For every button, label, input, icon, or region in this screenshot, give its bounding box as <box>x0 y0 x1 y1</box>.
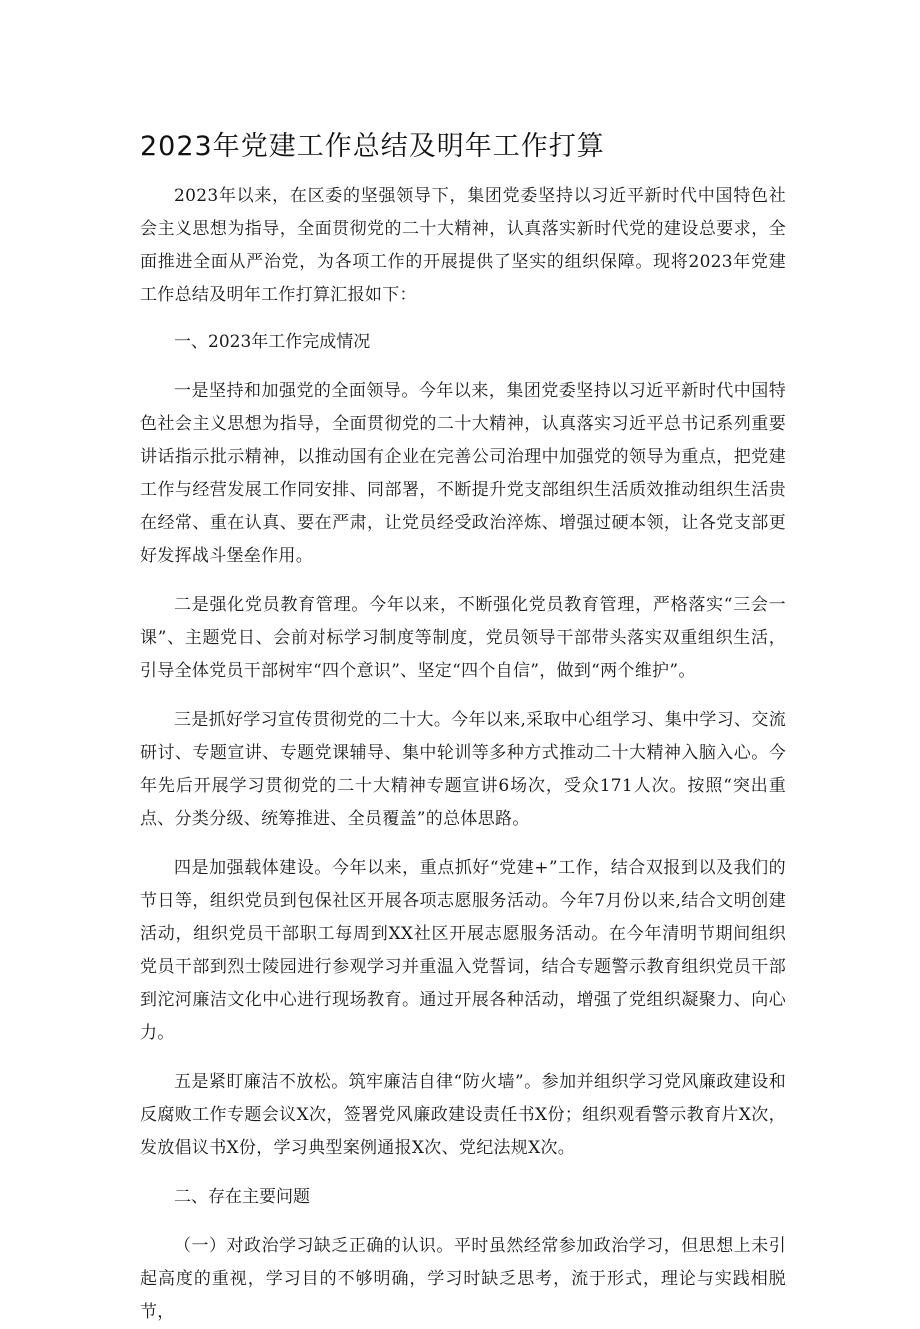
section1-paragraph-3: 三是抓好学习宣传贯彻党的二十大。今年以来,采取中心组学习、集中学习、交流研讨、专题宣讲、专题党课辅导、集中轮训等多种方式推动二十大精神入脑入心。今年先后开展学习贯彻党的二十大精神专题宣讲6场次，受众171人次。按照“突出重点、分类分级、统筹推进、全员覆盖”的总体思路。 <box>140 710 786 829</box>
section1-paragraph-2: 二是强化党员教育管理。今年以来，不断强化党员教育管理，严格落实“三会一课”、主题党日、会前对标学习制度等制度，党员领导干部带头落实双重组织生活，引导全体党员干部树牢“四个意识”、坚定“四个自信”，做到“两个维护”。 <box>140 595 786 681</box>
intro-paragraph: 2023年以来，在区委的坚强领导下，集团党委坚持以习近平新时代中国特色社会主义思想为指导，全面贯彻党的二十大精神，认真落实新时代党的建设总要求，全面推进全面从严治党，为各项工作的开展提供了坚实的组织保障。现将2023年党建工作总结及明年工作打算汇报如下： <box>140 186 786 305</box>
section2-paragraph-1: （一）对政治学习缺乏正确的认识。平时虽然经常参加政治学习，但思想上未引起高度的重视，学习目的不够明确，学习时缺乏思考，流于形式，理论与实践相脱节， <box>140 1236 786 1322</box>
section1-paragraph-5: 五是紧盯廉洁不放松。筑牢廉洁自律“防火墙”。参加并组织学习党风廉政建设和反腐败工作专题会议X次，签署党风廉政建设责任书X份；组织观看警示教育片X次，发放倡议书X份，学习典型案例通报X次、党纪法规X次。 <box>140 1072 786 1158</box>
document-body <box>140 180 786 1329</box>
section-heading-2: 二、存在主要问题 <box>174 1187 310 1207</box>
document-title: 2023年党建工作总结及明年工作打算 <box>140 131 605 162</box>
section-heading-1: 一、2023年工作完成情况 <box>174 332 371 352</box>
section1-paragraph-4: 四是加强载体建设。今年以来，重点抓好“党建+”工作，结合双报到以及我们的节日等，组织党员到包保社区开展各项志愿服务活动。今年7月份以来,结合文明创建活动，组织党员干部职工每周到XX社区开展志愿服务活动。在今年清明节期间组织党员干部到烈士陵园进行参观学习并重温入党誓词，结合专题警示教育组织党员干部到沱河廉洁文化中心进行现场教育。通过开展各种活动，增强了党组织凝聚力、向心力。 <box>140 858 786 1043</box>
section1-paragraph-1: 一是坚持和加强党的全面领导。今年以来，集团党委坚持以习近平新时代中国特色社会主义思想为指导，全面贯彻党的二十大精神，认真落实习近平总书记系列重要讲话指示批示精神，以推动国有企业在完善公司治理中加强党的领导为重点，把党建工作与经营发展工作同安排、同部署，不断提升党支部组织生活质效推动组织生活贵在经常、重在认真、要在严肃，让党员经受政治淬炼、增强过硬本领，让各党支部更好发挥战斗堡垒作用。 <box>140 381 786 566</box>
